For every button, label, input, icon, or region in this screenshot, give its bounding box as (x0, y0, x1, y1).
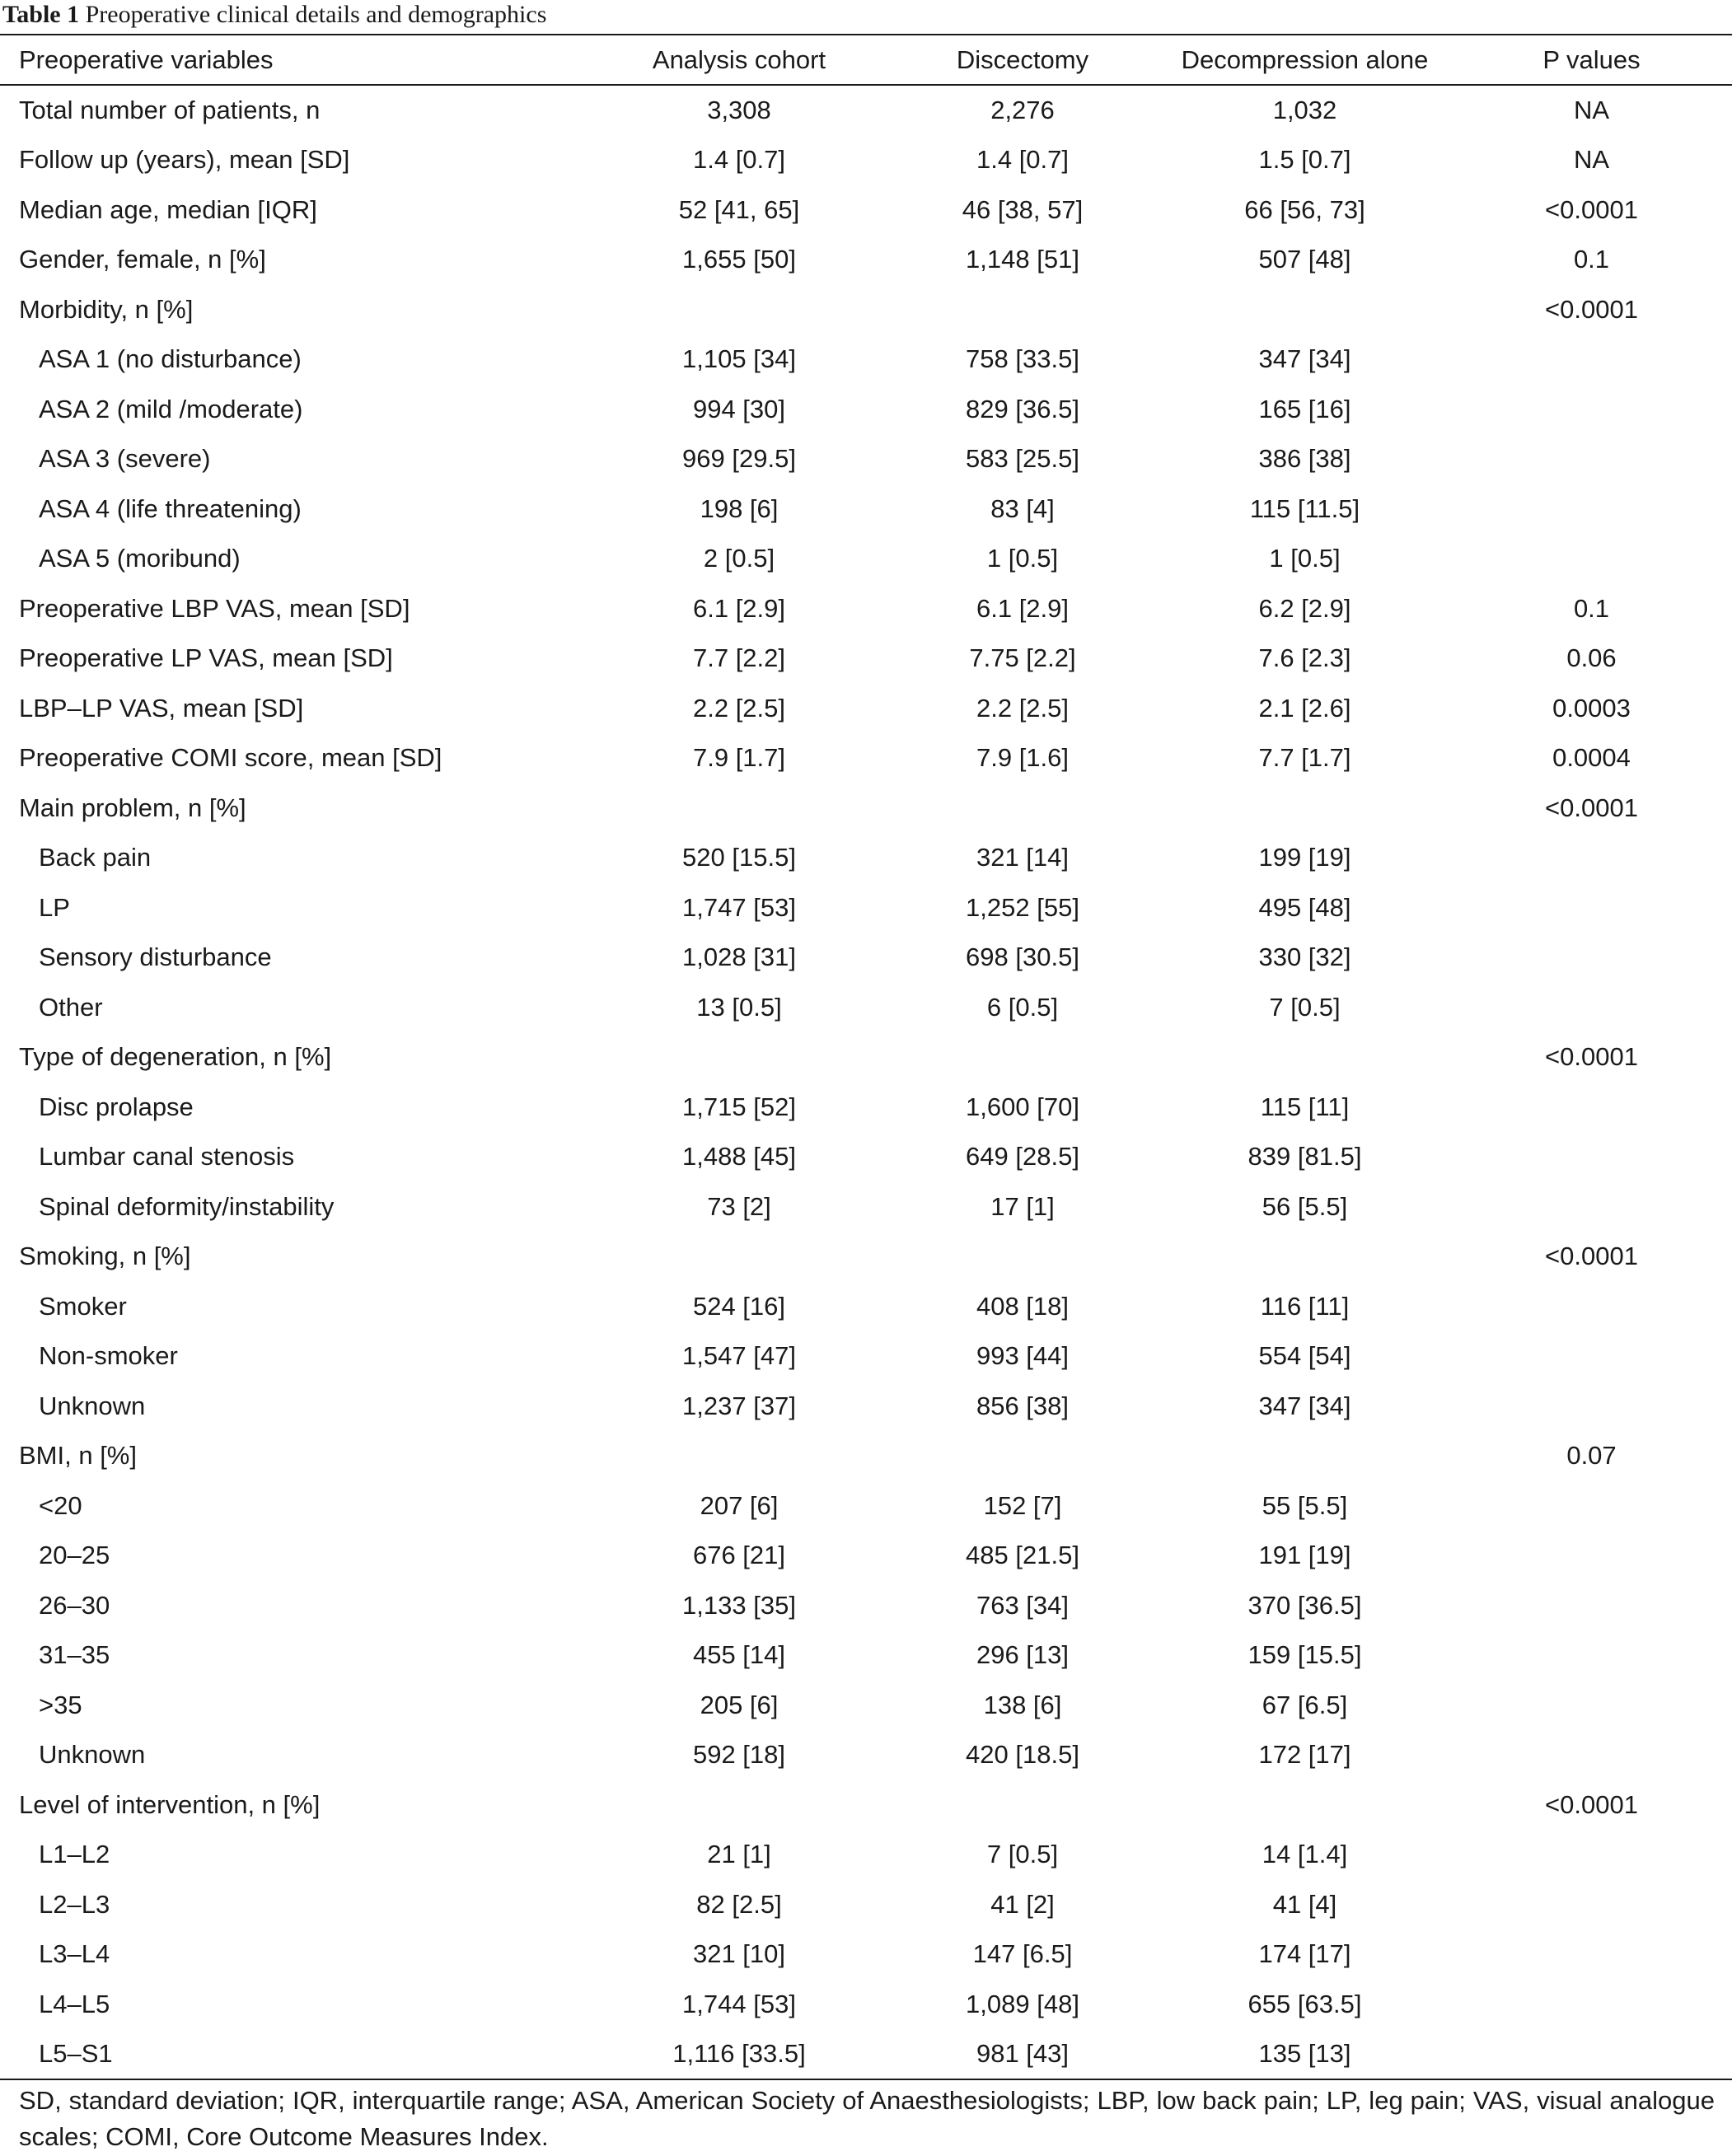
row-label: ASA 1 (no disturbance) (39, 344, 302, 374)
table-cell: 1,032 (1272, 95, 1337, 124)
table-cell: NA (1573, 145, 1610, 175)
row-label: <20 (39, 1490, 82, 1520)
row-label: Smoking, n [%] (19, 1242, 191, 1271)
table-cell (1451, 1929, 1732, 1980)
table-cell (592, 1431, 887, 1481)
table-row (0, 1531, 1732, 1581)
table-cell: 7 [0.5] (986, 1840, 1059, 1869)
table-cell: 1,028 [31] (682, 942, 796, 972)
table-cell: 1,105 [34] (682, 344, 796, 374)
row-label: 20–25 (39, 1541, 110, 1570)
table-cell (1451, 534, 1732, 584)
table-cell: 14 [1.4] (1262, 1840, 1348, 1869)
column-header: Discectomy (956, 45, 1089, 75)
table-cell: 13 [0.5] (696, 992, 782, 1022)
table-cell (1451, 1182, 1732, 1232)
table-cell: 1 [0.5] (1269, 544, 1341, 573)
table-cell: NA (1573, 95, 1610, 124)
table-cell (1451, 434, 1732, 484)
table-cell (1451, 484, 1732, 535)
table-cell: 1.4 [0.7] (692, 145, 786, 175)
table-cell (1451, 385, 1732, 435)
table-row (0, 1132, 1732, 1182)
row-label: Type of degeneration, n [%] (19, 1042, 332, 1072)
table-cell: 7.9 [1.7] (692, 743, 786, 773)
table-cell: 1,600 [70] (966, 1092, 1079, 1121)
table-cell: 370 [36.5] (1248, 1590, 1362, 1620)
table-cell: 0.06 (1566, 643, 1617, 673)
table-row (0, 1730, 1732, 1780)
table-cell: 7 [0.5] (1269, 992, 1341, 1022)
row-label: Smoker (39, 1291, 127, 1321)
table-row (0, 1282, 1732, 1332)
row-label: Preoperative LBP VAS, mean [SD] (19, 593, 410, 623)
table-cell: 3,308 (707, 95, 771, 124)
table-cell: 763 [34] (976, 1590, 1070, 1620)
table-cell: 649 [28.5] (966, 1142, 1079, 1172)
table-cell: 152 [7] (983, 1490, 1062, 1520)
table-cell: 993 [44] (976, 1341, 1070, 1371)
column-header: Decompression alone (1181, 45, 1429, 75)
table-row (0, 385, 1732, 435)
row-label: Sensory disturbance (39, 942, 272, 972)
table-row (0, 1780, 1732, 1831)
table-cell: 969 [29.5] (682, 444, 796, 474)
table-cell: 1,148 [51] (966, 245, 1079, 274)
table-cell: 347 [34] (1258, 344, 1351, 374)
table-row (0, 1830, 1732, 1880)
table-cell: 55 [5.5] (1262, 1490, 1348, 1520)
table-cell: 321 [14] (976, 843, 1070, 872)
table-row (0, 1980, 1732, 2030)
table-cell: 829 [36.5] (966, 394, 1079, 423)
table-cell: 1,715 [52] (682, 1092, 796, 1121)
table-row (0, 933, 1732, 983)
table-cell (1159, 285, 1451, 335)
table-row (0, 1182, 1732, 1232)
table-cell: 56 [5.5] (1262, 1191, 1348, 1221)
table-cell: 1,744 [53] (682, 1989, 796, 2018)
table-cell: 0.1 (1573, 245, 1610, 274)
table-row (0, 1032, 1732, 1083)
table-cell: 159 [15.5] (1248, 1640, 1362, 1670)
table-cell: 1,547 [47] (682, 1341, 796, 1371)
table-row (0, 434, 1732, 484)
table-cell: 2.1 [2.6] (1258, 693, 1351, 723)
row-label: L2–L3 (39, 1889, 110, 1919)
table-cell: 386 [38] (1258, 444, 1351, 474)
table-cell: 408 [18] (976, 1291, 1070, 1321)
row-label: LP (39, 892, 70, 922)
table-cell: 135 [13] (1258, 2039, 1351, 2069)
column-header: Preoperative variables (19, 45, 274, 75)
row-label: Preoperative COMI score, mean [SD] (19, 743, 442, 773)
row-label: Unknown (39, 1391, 146, 1420)
table-cell: 554 [54] (1258, 1341, 1351, 1371)
table-cell: 67 [6.5] (1262, 1690, 1348, 1719)
row-label: L5–S1 (39, 2039, 113, 2069)
table-cell: 347 [34] (1258, 1391, 1351, 1420)
row-label: Total number of patients, n (19, 95, 321, 124)
table-cell: 1,116 [33.5] (672, 2039, 806, 2069)
table-cell: 17 [1] (990, 1191, 1055, 1221)
table-row (0, 833, 1732, 883)
table-cell: 321 [10] (692, 1939, 786, 1969)
table-cell: 7.7 [2.2] (692, 643, 786, 673)
table-cell (1159, 1032, 1451, 1083)
table-cell: 676 [21] (692, 1541, 786, 1570)
table-cell (1451, 833, 1732, 883)
table-cell: 0.1 (1573, 593, 1610, 623)
table-row (0, 185, 1732, 236)
table-cell: 6.1 [2.9] (692, 593, 786, 623)
table-cell: 330 [32] (1258, 942, 1351, 972)
row-label: Main problem, n [%] (19, 793, 246, 822)
table-row (0, 1083, 1732, 1133)
table-cell: 73 [2] (707, 1191, 771, 1221)
table-cell: 207 [6] (700, 1490, 779, 1520)
table-cell (1451, 1083, 1732, 1133)
table-cell: 21 [1] (707, 1840, 771, 1869)
table-cell (1451, 1481, 1732, 1532)
table-row (0, 1630, 1732, 1681)
table-cell: 698 [30.5] (966, 942, 1079, 972)
row-label: Other (39, 992, 103, 1022)
table-row (0, 1331, 1732, 1382)
table-cell: 82 [2.5] (696, 1889, 782, 1919)
table-cell: 7.75 [2.2] (969, 643, 1076, 673)
row-label: L1–L2 (39, 1840, 110, 1869)
row-label: Preoperative LP VAS, mean [SD] (19, 643, 393, 673)
row-label: LBP–LP VAS, mean [SD] (19, 693, 304, 723)
table-cell (1451, 2029, 1732, 2079)
table-cell: 420 [18.5] (966, 1740, 1079, 1770)
table-cell (887, 1780, 1159, 1831)
row-label: ASA 4 (life threatening) (39, 493, 302, 523)
table-cell: 116 [11] (1260, 1291, 1350, 1321)
table-cell (1451, 1382, 1732, 1432)
table-row (0, 334, 1732, 385)
table-cell: 83 [4] (990, 493, 1055, 523)
table-cell (1451, 1681, 1732, 1731)
table-row (0, 1382, 1732, 1432)
row-label: L3–L4 (39, 1939, 110, 1969)
table-cell (887, 1431, 1159, 1481)
table-cell (1159, 1431, 1451, 1481)
table-cell: 520 [15.5] (682, 843, 796, 872)
table-cell: <0.0001 (1545, 294, 1638, 324)
table-row (0, 86, 1732, 136)
table-cell (1451, 1630, 1732, 1681)
table-cell: 0.0003 (1552, 693, 1631, 723)
table-cell: 1,488 [45] (682, 1142, 796, 1172)
row-label: Gender, female, n [%] (19, 245, 266, 274)
table-cell: 41 [4] (1272, 1889, 1337, 1919)
table-row (0, 1929, 1732, 1980)
table-cell: 191 [19] (1258, 1541, 1351, 1570)
table-cell: <0.0001 (1545, 1789, 1638, 1819)
table-cell: 174 [17] (1258, 1939, 1351, 1969)
table-cell (1451, 334, 1732, 385)
table-cell: 6.1 [2.9] (976, 593, 1070, 623)
table-cell: 583 [25.5] (966, 444, 1079, 474)
table-cell: 7.6 [2.3] (1258, 643, 1351, 673)
table-number: Table 1 (2, 1, 80, 28)
table-row (0, 983, 1732, 1033)
table-row (0, 235, 1732, 285)
table-cell: 6.2 [2.9] (1258, 593, 1351, 623)
table-cell (887, 285, 1159, 335)
table-cell (1451, 1730, 1732, 1780)
table-cell (1451, 883, 1732, 933)
table-cell (592, 783, 887, 834)
table-cell (592, 1232, 887, 1282)
row-label: ASA 2 (mild /moderate) (39, 394, 303, 423)
table-cell: 46 [38, 57] (962, 194, 1084, 224)
table-cell: 1 [0.5] (986, 544, 1059, 573)
table-cell: 994 [30] (692, 394, 786, 423)
table-cell: 115 [11] (1260, 1092, 1350, 1121)
table-row (0, 1431, 1732, 1481)
table-row (0, 783, 1732, 834)
table-cell: 199 [19] (1258, 843, 1351, 872)
table-cell (592, 285, 887, 335)
row-label: >35 (39, 1690, 82, 1719)
table-cell: 0.07 (1566, 1441, 1617, 1471)
table-cell: 1.4 [0.7] (976, 145, 1070, 175)
table-cell: 1,655 [50] (682, 245, 796, 274)
table-row (0, 484, 1732, 535)
table-cell (1451, 1282, 1732, 1332)
table-cell: 41 [2] (990, 1889, 1055, 1919)
table-row (0, 135, 1732, 185)
table-cell: 115 [11.5] (1249, 493, 1360, 523)
table-cell (1451, 983, 1732, 1033)
table-row (0, 1232, 1732, 1282)
table-row (0, 634, 1732, 684)
row-label: Disc prolapse (39, 1092, 194, 1121)
table-row (0, 883, 1732, 933)
table-cell (1451, 1830, 1732, 1880)
table-cell: <0.0001 (1545, 194, 1638, 224)
table-row (0, 1481, 1732, 1532)
row-label: 31–35 (39, 1640, 110, 1670)
row-label: Lumbar canal stenosis (39, 1142, 295, 1172)
table-cell: 66 [56, 73] (1244, 194, 1365, 224)
table-footnote: SD, standard deviation; IQR, interquartile range; ASA, American Society of Anaesthesiologists; LBP, low back pain; LP, leg pain; VAS, visual analogue scales; COMI, Core Outcome Measures Index. (19, 2086, 1715, 2151)
table-cell: 455 [14] (692, 1640, 786, 1670)
table-cell: 7.7 [1.7] (1258, 743, 1351, 773)
table-cell: 205 [6] (700, 1690, 779, 1719)
row-label: Spinal deformity/instability (39, 1191, 335, 1221)
table-row (0, 1880, 1732, 1930)
table-cell (592, 1780, 887, 1831)
table-cell (887, 1232, 1159, 1282)
table-cell: 655 [63.5] (1248, 1989, 1362, 2018)
table-cell: <0.0001 (1545, 1242, 1638, 1271)
table-cell (592, 1032, 887, 1083)
table-row (0, 534, 1732, 584)
table-cell: 524 [16] (692, 1291, 786, 1321)
row-label: Morbidity, n [%] (19, 294, 194, 324)
table-cell: 2 [0.5] (703, 544, 775, 573)
table-cell: 495 [48] (1258, 892, 1351, 922)
table-body (0, 86, 1732, 2079)
table-cell: 981 [43] (976, 2039, 1070, 2069)
table-cell: 592 [18] (692, 1740, 786, 1770)
row-label: Unknown (39, 1740, 146, 1770)
row-label: Back pain (39, 843, 152, 872)
table-cell: 1,089 [48] (966, 1989, 1079, 2018)
row-label: ASA 3 (severe) (39, 444, 211, 474)
table-cell: 165 [16] (1258, 394, 1351, 423)
table-cell: 1,747 [53] (682, 892, 796, 922)
table-cell: 485 [21.5] (966, 1541, 1079, 1570)
table-cell: 758 [33.5] (966, 344, 1079, 374)
table-cell (1451, 1980, 1732, 2030)
table-cell: 1,252 [55] (966, 892, 1079, 922)
table-row (0, 684, 1732, 734)
data-table (0, 35, 1732, 2079)
table-cell (1451, 933, 1732, 983)
row-label: Non-smoker (39, 1341, 178, 1371)
table-cell: 2.2 [2.5] (976, 693, 1070, 723)
table-cell: 296 [13] (976, 1640, 1070, 1670)
table-cell: 2,276 (990, 95, 1055, 124)
table-cell: 2.2 [2.5] (692, 693, 786, 723)
table-cell (1451, 1132, 1732, 1182)
table-cell (887, 783, 1159, 834)
table-cell: 839 [81.5] (1248, 1142, 1362, 1172)
table-title: Preoperative clinical details and demographics (85, 1, 547, 28)
table-cell (1451, 1880, 1732, 1930)
table-row (0, 584, 1732, 634)
row-label: Level of intervention, n [%] (19, 1789, 321, 1819)
table-cell: <0.0001 (1545, 1042, 1638, 1072)
table-cell: 856 [38] (976, 1391, 1070, 1420)
row-label: Follow up (years), mean [SD] (19, 145, 350, 175)
row-label: L4–L5 (39, 1989, 110, 2018)
table-caption (2, 0, 546, 33)
row-label: BMI, n [%] (19, 1441, 137, 1471)
table-row (0, 285, 1732, 335)
table-cell (1451, 1581, 1732, 1631)
table-cell: 198 [6] (700, 493, 779, 523)
table-cell (1159, 1232, 1451, 1282)
row-label: Median age, median [IQR] (19, 194, 317, 224)
table-cell: 52 [41, 65] (678, 194, 800, 224)
table-cell: 147 [6.5] (972, 1939, 1073, 1969)
column-header: P values (1542, 45, 1641, 75)
row-label: ASA 5 (moribund) (39, 544, 241, 573)
table-cell (1159, 783, 1451, 834)
table-cell (887, 1032, 1159, 1083)
table-cell: 6 [0.5] (986, 992, 1059, 1022)
column-header: Analysis cohort (652, 45, 826, 75)
table-cell: 7.9 [1.6] (976, 743, 1070, 773)
table-row (0, 1681, 1732, 1731)
table-cell (1451, 1531, 1732, 1581)
table-cell (1451, 1331, 1732, 1382)
table-row (0, 733, 1732, 783)
table-cell: 172 [17] (1258, 1740, 1351, 1770)
table-cell: 1.5 [0.7] (1258, 145, 1351, 175)
header-row (0, 35, 1732, 86)
table-cell: 1,237 [37] (682, 1391, 796, 1420)
table-cell: <0.0001 (1545, 793, 1638, 822)
table-cell: 1,133 [35] (682, 1590, 796, 1620)
table-row (0, 1581, 1732, 1631)
table-cell (1159, 1780, 1451, 1831)
table-cell: 138 [6] (983, 1690, 1062, 1719)
table-row (0, 2029, 1732, 2079)
table-cell: 0.0004 (1552, 743, 1631, 773)
table-cell: 507 [48] (1258, 245, 1351, 274)
row-label: 26–30 (39, 1590, 110, 1620)
